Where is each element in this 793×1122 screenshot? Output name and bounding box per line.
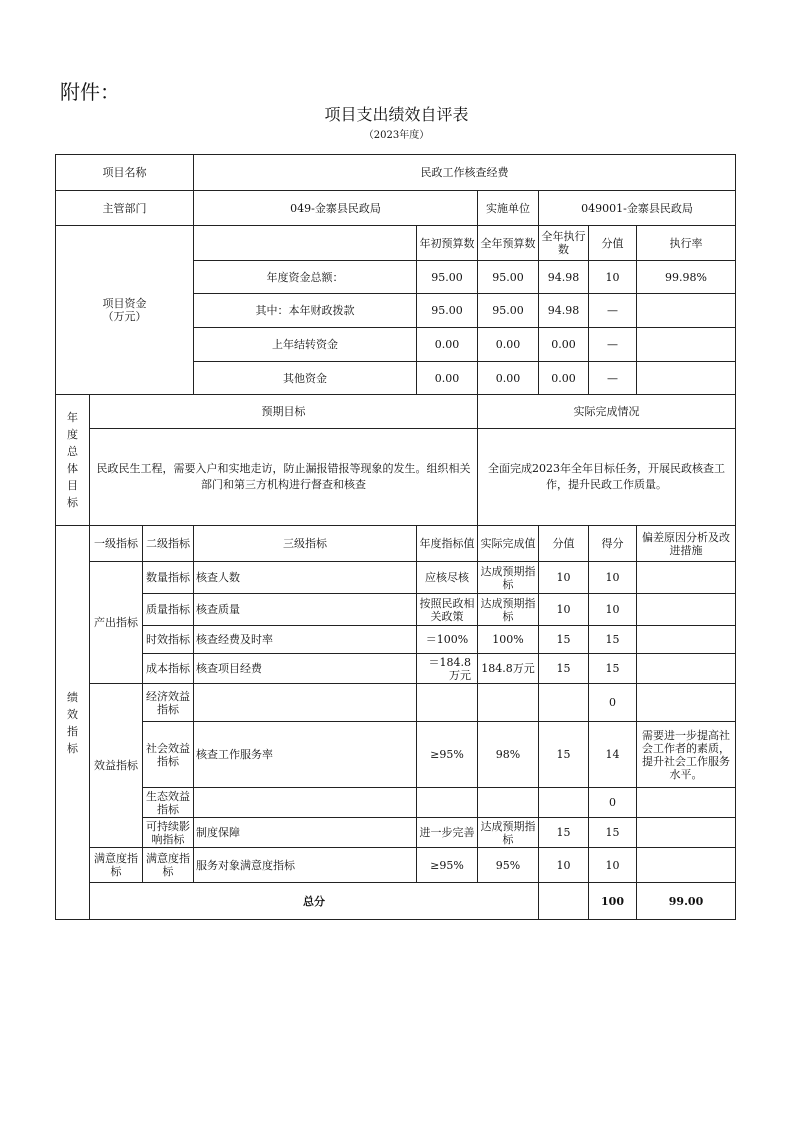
ind-l2: 成本指标 (143, 654, 194, 684)
ind-actual (478, 684, 539, 722)
ind-l2: 时效指标 (143, 626, 194, 654)
funds-row-rate (637, 294, 736, 328)
ind-actual: 达成预期指标 (478, 562, 539, 594)
impl-label: 实施单位 (478, 191, 539, 226)
ind-note (637, 626, 736, 654)
ind-value: 10 (539, 562, 589, 594)
funds-header-initial: 年初预算数 (417, 226, 478, 261)
funds-header-annual: 全年预算数 (478, 226, 539, 261)
funds-row-rate: 99.98% (637, 261, 736, 294)
ind-l3: 服务对象满意度指标 (194, 848, 417, 883)
funds-header-blank (194, 226, 417, 261)
ind-value: 10 (539, 848, 589, 883)
ind-score: 15 (589, 818, 637, 848)
ind-actual: 98% (478, 722, 539, 788)
ind-target (417, 788, 478, 818)
funds-row-name: 其中：本年财政拨款 (194, 294, 417, 328)
funds-row-annual: 0.00 (478, 362, 539, 395)
ind-actual (478, 788, 539, 818)
expected-goal-label: 预期目标 (90, 395, 478, 429)
goals-label: 年 度 总 体 目 标 (56, 395, 90, 526)
ind-l3: 核查项目经费 (194, 654, 417, 684)
total-score: 99.00 (637, 883, 736, 920)
ind-note (637, 562, 736, 594)
ind-header-note: 偏差原因分析及改进措施 (637, 526, 736, 562)
ind-value: 10 (539, 594, 589, 626)
ind-l3: 制度保障 (194, 818, 417, 848)
ind-score: 14 (589, 722, 637, 788)
ind-value: 15 (539, 626, 589, 654)
funds-header-rate: 执行率 (637, 226, 736, 261)
page-title: 项目支出绩效自评表 (324, 105, 469, 124)
funds-label: 项目资金 （万元） (56, 226, 194, 395)
ind-actual: 95% (478, 848, 539, 883)
total-value: 100 (589, 883, 637, 920)
ind-note (637, 654, 736, 684)
funds-header-executed: 全年执行数 (539, 226, 589, 261)
funds-row-executed: 94.98 (539, 294, 589, 328)
ind-target: 按照民政相关政策 (417, 594, 478, 626)
funds-row-name: 其他资金 (194, 362, 417, 395)
funds-row-executed: 0.00 (539, 328, 589, 362)
ind-header-value: 分值 (539, 526, 589, 562)
total-blank-target (539, 883, 589, 920)
funds-row-annual: 0.00 (478, 328, 539, 362)
ind-target: ＝100% (417, 626, 478, 654)
ind-l2: 生态效益指标 (143, 788, 194, 818)
ind-target: 进一步完善 (417, 818, 478, 848)
ind-l2: 经济效益指标 (143, 684, 194, 722)
project-name-label: 项目名称 (56, 155, 194, 191)
ind-value (539, 684, 589, 722)
ind-l3: 核查质量 (194, 594, 417, 626)
ind-target: ≥95% (417, 722, 478, 788)
ind-l3 (194, 684, 417, 722)
actual-result-text: 全面完成2023年全年目标任务，开展民政核查工作，提升民政工作质量。 (478, 429, 736, 526)
ind-score: 0 (589, 788, 637, 818)
ind-note (637, 684, 736, 722)
ind-target: ＝184.8万元 (417, 654, 478, 684)
effect-indicator-label: 效益指标 (90, 684, 143, 848)
funds-row-score-value: — (589, 328, 637, 362)
ind-header-score: 得分 (589, 526, 637, 562)
funds-row-initial: 95.00 (417, 294, 478, 328)
ind-l3: 核查经费及时率 (194, 626, 417, 654)
funds-row-name: 年度资金总额： (194, 261, 417, 294)
ind-header-l2: 二级指标 (143, 526, 194, 562)
satisfaction-indicator-label: 满意度指标 (90, 848, 143, 883)
ind-score: 10 (589, 848, 637, 883)
ind-l2: 满意度指标 (143, 848, 194, 883)
ind-note (637, 594, 736, 626)
ind-l3: 核查工作服务率 (194, 722, 417, 788)
ind-note (637, 818, 736, 848)
ind-target: ≥95% (417, 848, 478, 883)
attachment-label: 附件： (60, 80, 120, 104)
ind-header-l1: 一级指标 (90, 526, 143, 562)
ind-l2: 质量指标 (143, 594, 194, 626)
output-indicator-label: 产出指标 (90, 562, 143, 684)
dept-label: 主管部门 (56, 191, 194, 226)
ind-l2: 数量指标 (143, 562, 194, 594)
total-label: 总分 (90, 883, 539, 920)
report-year: （2023年度） (363, 130, 430, 141)
ind-target: 应核尽核 (417, 562, 478, 594)
ind-actual: 达成预期指标 (478, 594, 539, 626)
ind-score: 0 (589, 684, 637, 722)
ind-target (417, 684, 478, 722)
dept-value: 049-金寨县民政局 (194, 191, 478, 226)
ind-actual: 达成预期指标 (478, 818, 539, 848)
ind-header-target: 年度指标值 (417, 526, 478, 562)
funds-row-annual: 95.00 (478, 261, 539, 294)
ind-value: 15 (539, 654, 589, 684)
ind-actual: 100% (478, 626, 539, 654)
funds-row-initial: 0.00 (417, 328, 478, 362)
ind-l2: 可持续影响指标 (143, 818, 194, 848)
ind-actual: 184.8万元 (478, 654, 539, 684)
indicators-label: 绩 效 指 标 (56, 526, 90, 920)
ind-header-actual: 实际完成值 (478, 526, 539, 562)
project-name: 民政工作核查经费 (194, 155, 736, 191)
funds-row-score-value: — (589, 294, 637, 328)
funds-row-annual: 95.00 (478, 294, 539, 328)
funds-row-executed: 94.98 (539, 261, 589, 294)
funds-row-score-value: 10 (589, 261, 637, 294)
ind-score: 15 (589, 626, 637, 654)
funds-row-executed: 0.00 (539, 362, 589, 395)
ind-value: 15 (539, 818, 589, 848)
funds-row-initial: 0.00 (417, 362, 478, 395)
ind-value: 15 (539, 722, 589, 788)
funds-row-rate (637, 362, 736, 395)
performance-table (55, 154, 736, 920)
funds-header-score-value: 分值 (589, 226, 637, 261)
expected-goal-text: 民政民生工程，需要入户和实地走访，防止漏报错报等现象的发生。组织相关部门和第三方机构进行督查和核查 (90, 429, 478, 526)
ind-note (637, 788, 736, 818)
funds-row-name: 上年结转资金 (194, 328, 417, 362)
ind-value (539, 788, 589, 818)
ind-note (637, 848, 736, 883)
funds-row-initial: 95.00 (417, 261, 478, 294)
ind-l3: 核查人数 (194, 562, 417, 594)
ind-score: 10 (589, 562, 637, 594)
ind-header-l3: 三级指标 (194, 526, 417, 562)
ind-l2: 社会效益指标 (143, 722, 194, 788)
funds-row-rate (637, 328, 736, 362)
ind-score: 10 (589, 594, 637, 626)
ind-note: 需要进一步提高社会工作者的素质，提升社会工作服务水平。 (637, 722, 736, 788)
impl-value: 049001-金寨县民政局 (539, 191, 736, 226)
actual-result-label: 实际完成情况 (478, 395, 736, 429)
ind-score: 15 (589, 654, 637, 684)
funds-row-score-value: — (589, 362, 637, 395)
ind-l3 (194, 788, 417, 818)
